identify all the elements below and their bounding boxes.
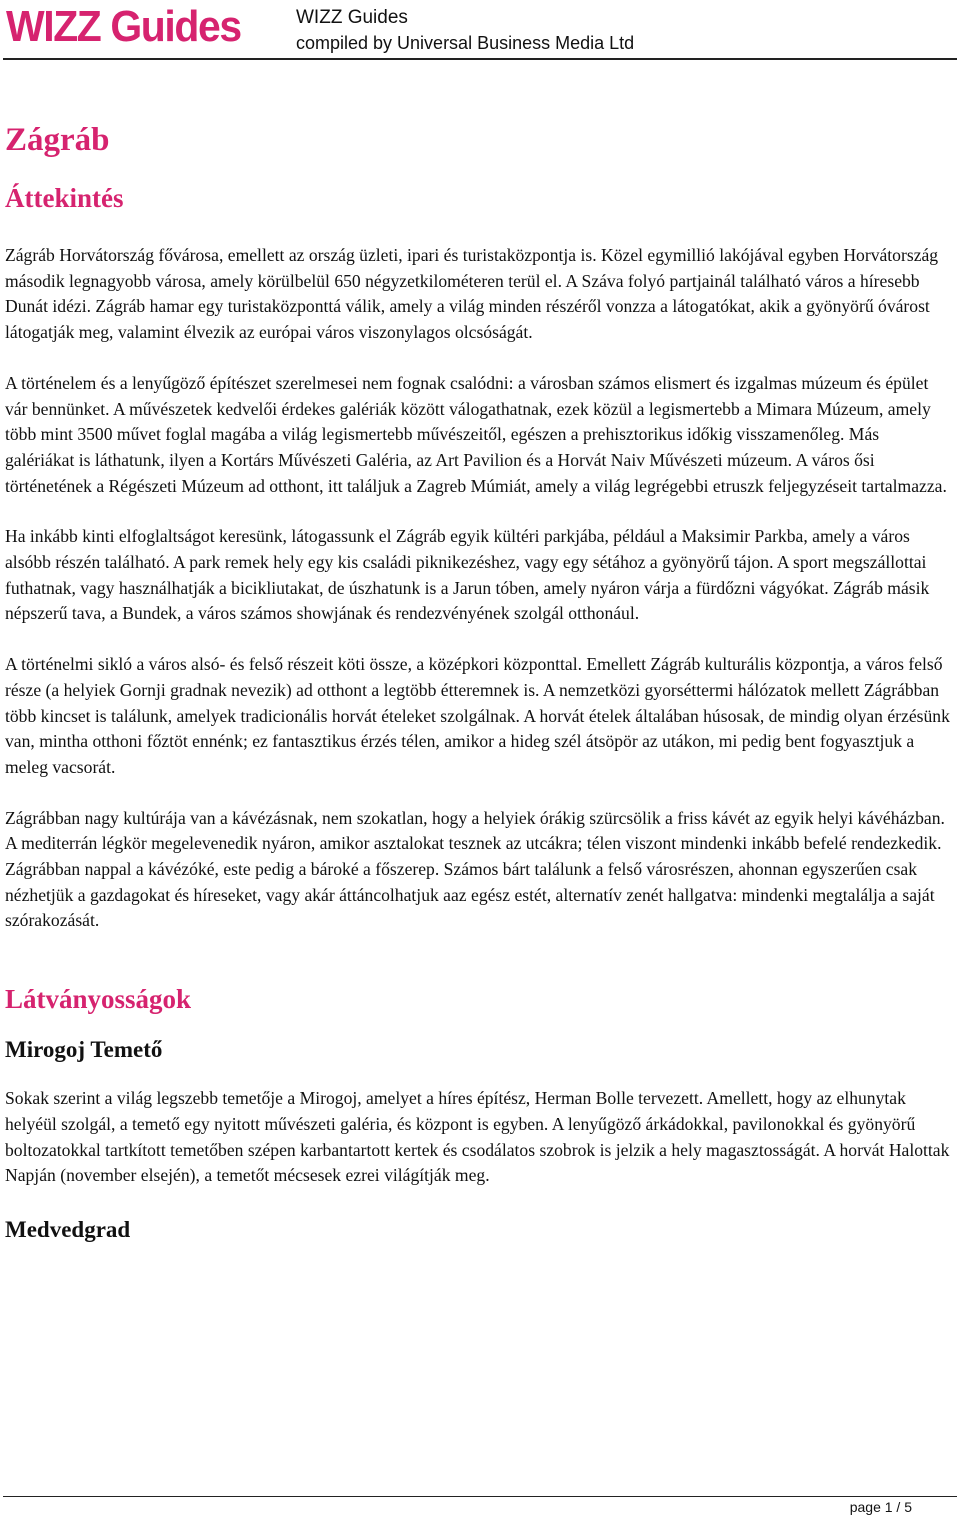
header-title: WIZZ Guides [296, 7, 408, 28]
paragraph: A történelem és a lenyűgöző építészet szerelmesei nem fognak csalódni: a városban számos elismert és izgalmas múzeum és épület vár bennünket. A művészetek kedvelői érdekes galériák között válogathatnak, ezek közül a legismertebb a Mimara Múzeum, amely több mint 3500 művet foglal magába a világ legismertebb művészeitől, egészen a prehisztorikus időkig visszamenőleg. Más galériákat is láthatunk, ilyen a Kortárs Művészeti Galéria, az Art Pavilion és a Horvát Naiv Művészeti múzeum. A város ősi történetének a Régészeti Múzeum ad otthont, itt találjuk a Zagreb Múmiát, amely a világ legrégebbi etruszk feljegyzéseit tartalmazza. [5, 372, 947, 496]
sights-heading: Látványosságok [5, 984, 192, 1015]
overview-heading: Áttekintés [5, 183, 124, 213]
paragraph: Ha inkább kinti elfoglaltságot keresünk, látogassunk el Zágráb egyik kültéri parkjába, például a Maksimir Parkba, amely a város alsóbb részén található. A park remek hely egy kis családi piknikezéshez, vagy egy sétához a gyönyörű tájon. A sport megszállottai futhatnak, vagy használhatják a bicikliutakat, de úszhatunk is a Jarun tóben, amely nyáron várja a fürdőzni vágyókat. Zágráb másik népszerű tava, a Bundek, a város számos showjának és rendezvényének szolgál otthonául. [5, 526, 930, 624]
paragraph: Zágrábban nagy kultúrája van a kávézásnak, nem szokatlan, hogy a helyiek órákig szürcsölik a friss kávét az egyik helyi kávéházban. A mediterrán légkör megelevenedik nyáron, amikor asztalokat tesznek az utcákra; télen viszont mindenki inkább befelé rendezkedik. Zágrábban nappal a kávézóké, este pedig a bároké a főszerep. Számos bárt találunk a felső városrészen, ahonnan egyszerűen csak nézhetjük a gazdagokat és híreseket, vagy akár áttáncolhatjuk aaz egész estét, alternatív zenét hallgatva: mindenki megtalálja a saját szórakozását. [5, 807, 945, 931]
sight-text-mirogoj: Sokak szerint a világ legszebb temetője a Mirogoj, amelyet a híres építész, Herman Bolle tervezett. Amellett, hogy az elhunytak helyéül szolgál, a temető egy nyitott művészeti galéria, és központ is egyben. A lenyűgöző árkádokkal, pavilonokkal és gyönyörű boltozatokkal tartkított temetőben szépen karbantartott kertek és csodálatos szobrok is jelzik a hely magasztosságát. A horvát Halottak Napján (november elsején), a temetőt mécsesek ezrei világítják meg. [5, 1088, 950, 1186]
wizz-guides-logo [6, 2, 258, 52]
sight-title-mirogoj: Mirogoj Temető [5, 1037, 163, 1063]
document-content [5, 118, 950, 1247]
page-number: page 1 / 5 [849, 1499, 912, 1515]
page-header [0, 0, 960, 62]
header-divider [3, 58, 957, 60]
sight-title-medvedgrad: Medvedgrad [5, 1216, 131, 1242]
logo-text: WIZZ Guides [6, 2, 241, 51]
footer-divider [3, 1496, 957, 1497]
header-subtitle: compiled by Universal Business Media Ltd [296, 33, 635, 53]
paragraph: Zágráb Horvátország fővárosa, emellett az ország üzleti, ipari és turistaközpontja is. Közel egymillió lakójával egyben Horvátország második legnagyobb városa, amely körülbelül 650 négyzetkilométeren terül el. A Száva folyó partjainál található város a híresebb Dunát idézi. Zágráb hamar egy turistaközponttá válik, amely a világ minden részéről vonzza a látogatókat, akik a gyönyörű óvárost látogatják meg, valamint élvezik az európai város viszonylagos olcsóságát. [5, 245, 939, 343]
city-title: Zágráb [5, 122, 110, 158]
paragraph: A történelmi sikló a város alsó- és felső részeit köti össze, a középkori központtal. Emellett Zágráb kulturális központja, a város felső része (a helyiek Gornji gradnak nevezik) ad otthont a legtöbb étteremnek is. A nemzetközi gyorséttermi hálózatok mellett Zágrábban több kincset is találunk, amelyek tradicionális horvát ételeket szolgálnak. A horvát ételek általában húsosak, de mindig olyan érzésünk van, mintha otthoni főztöt ennénk; ez fantasztikus érzés télen, amikor a hideg szél átsöpör az utákon, mi pedig bent fogyasztjuk a meleg vacsorát. [5, 654, 950, 777]
